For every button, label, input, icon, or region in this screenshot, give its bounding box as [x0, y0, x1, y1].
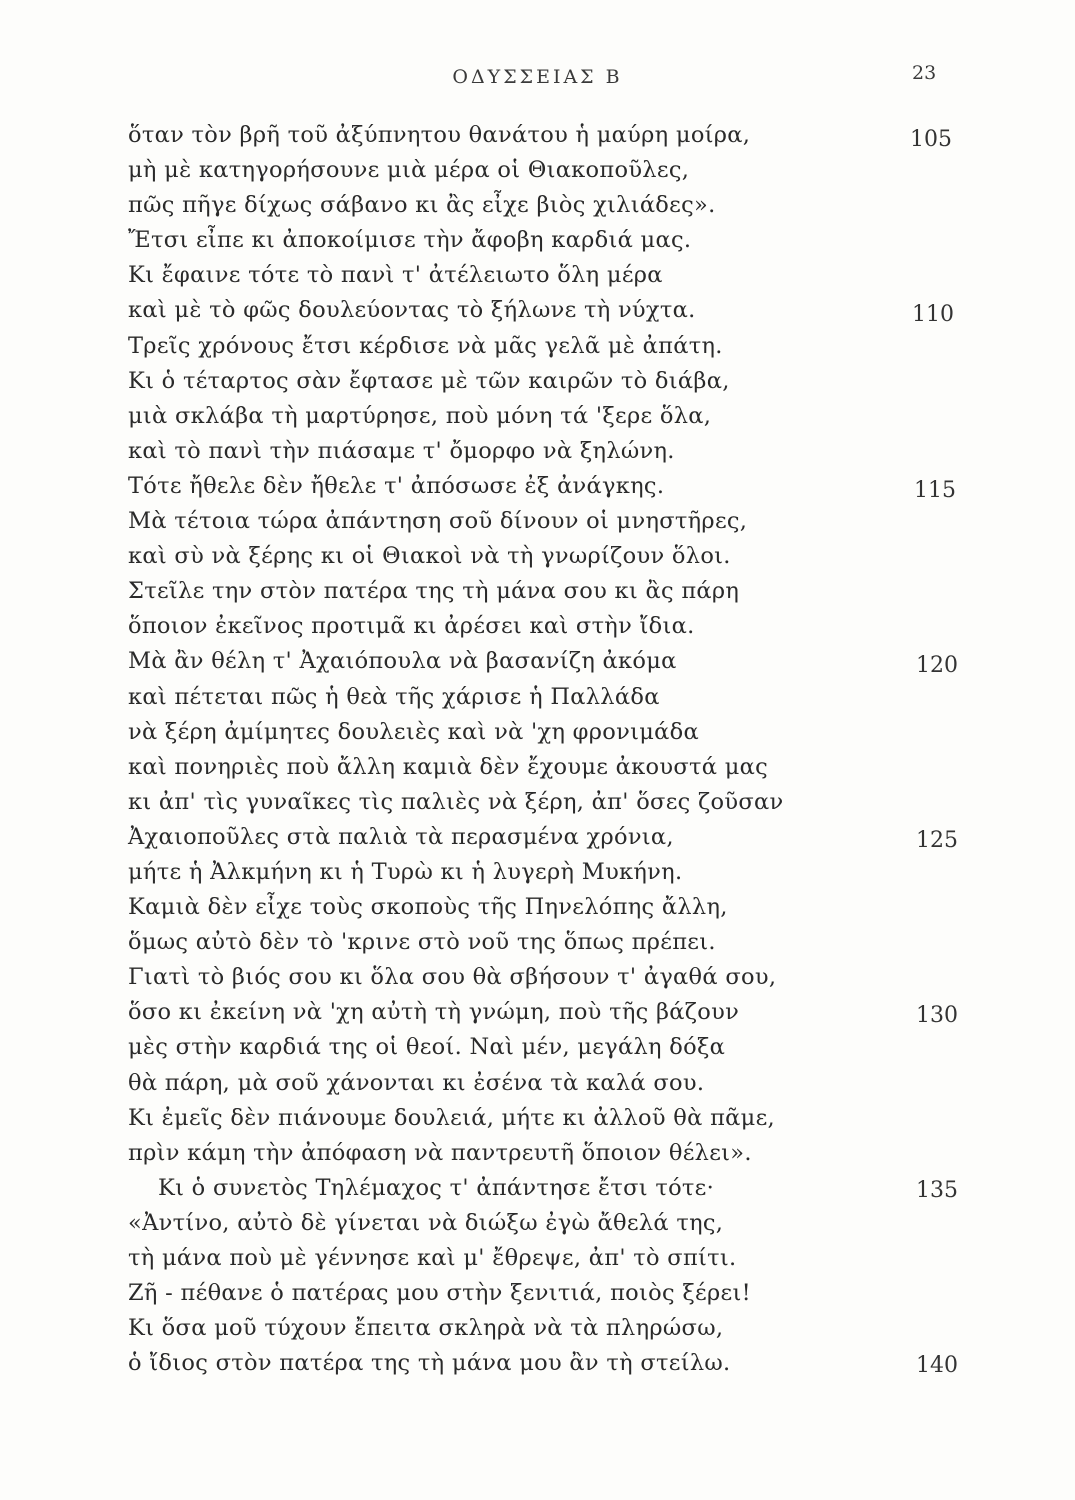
verse-line: ὁ ἴδιος στὸν πατέρα της τὴ μάνα μου ἂν τὴ στείλω.: [128, 1350, 731, 1377]
verse-line: Στεῖλε την στὸν πατέρα της τὴ μάνα σου κι ἂς πάρη: [128, 578, 740, 605]
verse-line: ὅποιον ἐκεῖνος προτιμᾶ κι ἀρέσει καὶ στὴν ἴδια.: [128, 613, 695, 640]
verse-line: Κι ὁ συνετὸς Τηλέμαχος τ' ἀπάντησε ἔτσι τότε·: [158, 1174, 715, 1201]
verse-line: μήτε ἡ Ἀλκμήνη κι ἡ Τυρὼ κι ἡ λυγερὴ Μυκήνη.: [128, 858, 683, 885]
verse-line: ὅταν τὸν βρῆ τοῦ ἀξύπνητου θανάτου ἡ μαύρη μοίρα,: [128, 122, 751, 148]
verse-line: μὲς στὴν καρδιά της οἱ θεοί. Ναὶ μέν, μεγάλη δόξα: [128, 1034, 726, 1061]
line-number: 110: [912, 302, 954, 327]
verse-line: Τρεῖς χρόνους ἔτσι κέρδισε νὰ μᾶς γελᾶ μὲ ἀπάτη.: [128, 332, 723, 359]
verse-line: καὶ πονηριὲς ποὺ ἄλλη καμιὰ δὲν ἔχουμε ἀκουστά μας: [128, 753, 769, 780]
line-number: 125: [916, 828, 958, 853]
verse-line: Τότε ἤθελε δὲν ἤθελε τ' ἀπόσωσε ἐξ ἀνάγκης.: [128, 472, 665, 499]
verse-line: Γιατὶ τὸ βιός σου κι ὅλα σου θὰ σβήσουν τ' ἀγαθά σου,: [128, 964, 777, 991]
verse-line: νὰ ξέρη ἀμίμητες δουλειὲς καὶ νὰ 'χη φρονιμάδα: [128, 718, 699, 745]
verse-line: Ἔτσι εἶπε κι ἀποκοίμισε τὴν ἄφοβη καρδιά μας.: [128, 227, 692, 254]
verse-line: Κι ἐμεῖς δὲν πιάνουμε δουλειά, μήτε κι ἀλλοῦ θὰ πᾶμε,: [128, 1104, 775, 1131]
page-number: 23: [912, 62, 937, 84]
line-number: 140: [916, 1353, 958, 1378]
verse-line: Μὰ ἂν θέλη τ' Ἀχαιόπουλα νὰ βασανίζη ἀκόμα: [128, 648, 677, 675]
running-head: ΟΔΥΣΣΕΙΑΣ Β: [452, 66, 623, 88]
verse-line: πρὶν κάμη τὴν ἀπόφαση νὰ παντρευτῆ ὅποιον θέλει».: [128, 1139, 752, 1166]
verse-line: μὴ μὲ κατηγορήσουνε μιὰ μέρα οἱ Θιακοποῦλες,: [128, 157, 690, 184]
verse-line: ὅμως αὐτὸ δὲν τὸ 'κρινε στὸ νοῦ της ὅπως πρέπει.: [128, 929, 716, 956]
verse-line: καὶ μὲ τὸ φῶς δουλεύοντας τὸ ξήλωνε τὴ νύχτα.: [128, 297, 696, 324]
verse-line: Καμιὰ δὲν εἶχε τοὺς σκοποὺς τῆς Πηνελόπης ἄλλη,: [128, 894, 728, 921]
verse-line: Ἀχαιοποῦλες στὰ παλιὰ τὰ περασμένα χρόνια,: [128, 823, 674, 850]
verse-line: καὶ τὸ πανὶ τὴν πιάσαμε τ' ὄμορφο νὰ ξηλώνη.: [128, 437, 675, 464]
line-number: 120: [916, 653, 958, 678]
verse-line: ὅσο κι ἐκείνη νὰ 'χη αὐτὴ τὴ γνώμη, ποὺ τῆς βάζουν: [128, 999, 740, 1026]
verse-line: Κι ὅσα μοῦ τύχουν ἔπειτα σκληρὰ νὰ τὰ πληρώσω,: [128, 1315, 724, 1342]
verse-line: καὶ πέτεται πῶς ἡ θεὰ τῆς χάρισε ἡ Παλλάδα: [128, 683, 660, 710]
verse-line: μιὰ σκλάβα τὴ μαρτύρησε, ποὺ μόνη τά 'ξερε ὅλα,: [128, 402, 712, 429]
verse-line: «Ἀντίνο, αὐτὸ δὲ γίνεται νὰ διώξω ἐγὼ ἄθελά της,: [128, 1209, 724, 1236]
verse-line: Μὰ τέτοια τώρα ἀπάντηση σοῦ δίνουν οἱ μνηστῆρες,: [128, 508, 748, 535]
verse-line: καὶ σὺ νὰ ξέρης κι οἱ Θιακοὶ νὰ τὴ γνωρίζουν ὅλοι.: [128, 543, 731, 570]
line-number: 135: [916, 1178, 958, 1203]
line-number: 115: [914, 478, 956, 503]
verse-line: Κι ὁ τέταρτος σὰν ἔφτασε μὲ τῶν καιρῶν τὸ διάβα,: [128, 367, 730, 394]
verse-line: Κι ἔφαινε τότε τὸ πανὶ τ' ἀτέλειωτο ὅλη μέρα: [128, 262, 663, 289]
verse-line: θὰ πάρη, μὰ σοῦ χάνονται κι ἐσένα τὰ καλά σου.: [128, 1069, 705, 1096]
verse-line: Ζῆ - πέθανε ὁ πατέρας μου στὴν ξενιτιά, ποιὸς ξέρει!: [128, 1280, 751, 1307]
poem-text: [128, 118, 828, 1381]
line-number: 130: [916, 1003, 958, 1028]
line-number: 105: [910, 127, 952, 152]
verse-line: τὴ μάνα ποὺ μὲ γέννησε καὶ μ' ἔθρεψε, ἀπ' τὸ σπίτι.: [128, 1245, 737, 1271]
verse-line: κι ἀπ' τὶς γυναῖκες τὶς παλιὲς νὰ ξέρη, ἀπ' ὅσες ζοῦσαν: [128, 788, 784, 815]
verse-line: πῶς πῆγε δίχως σάβανο κι ἂς εἶχε βιὸς χιλιάδες».: [128, 192, 716, 219]
